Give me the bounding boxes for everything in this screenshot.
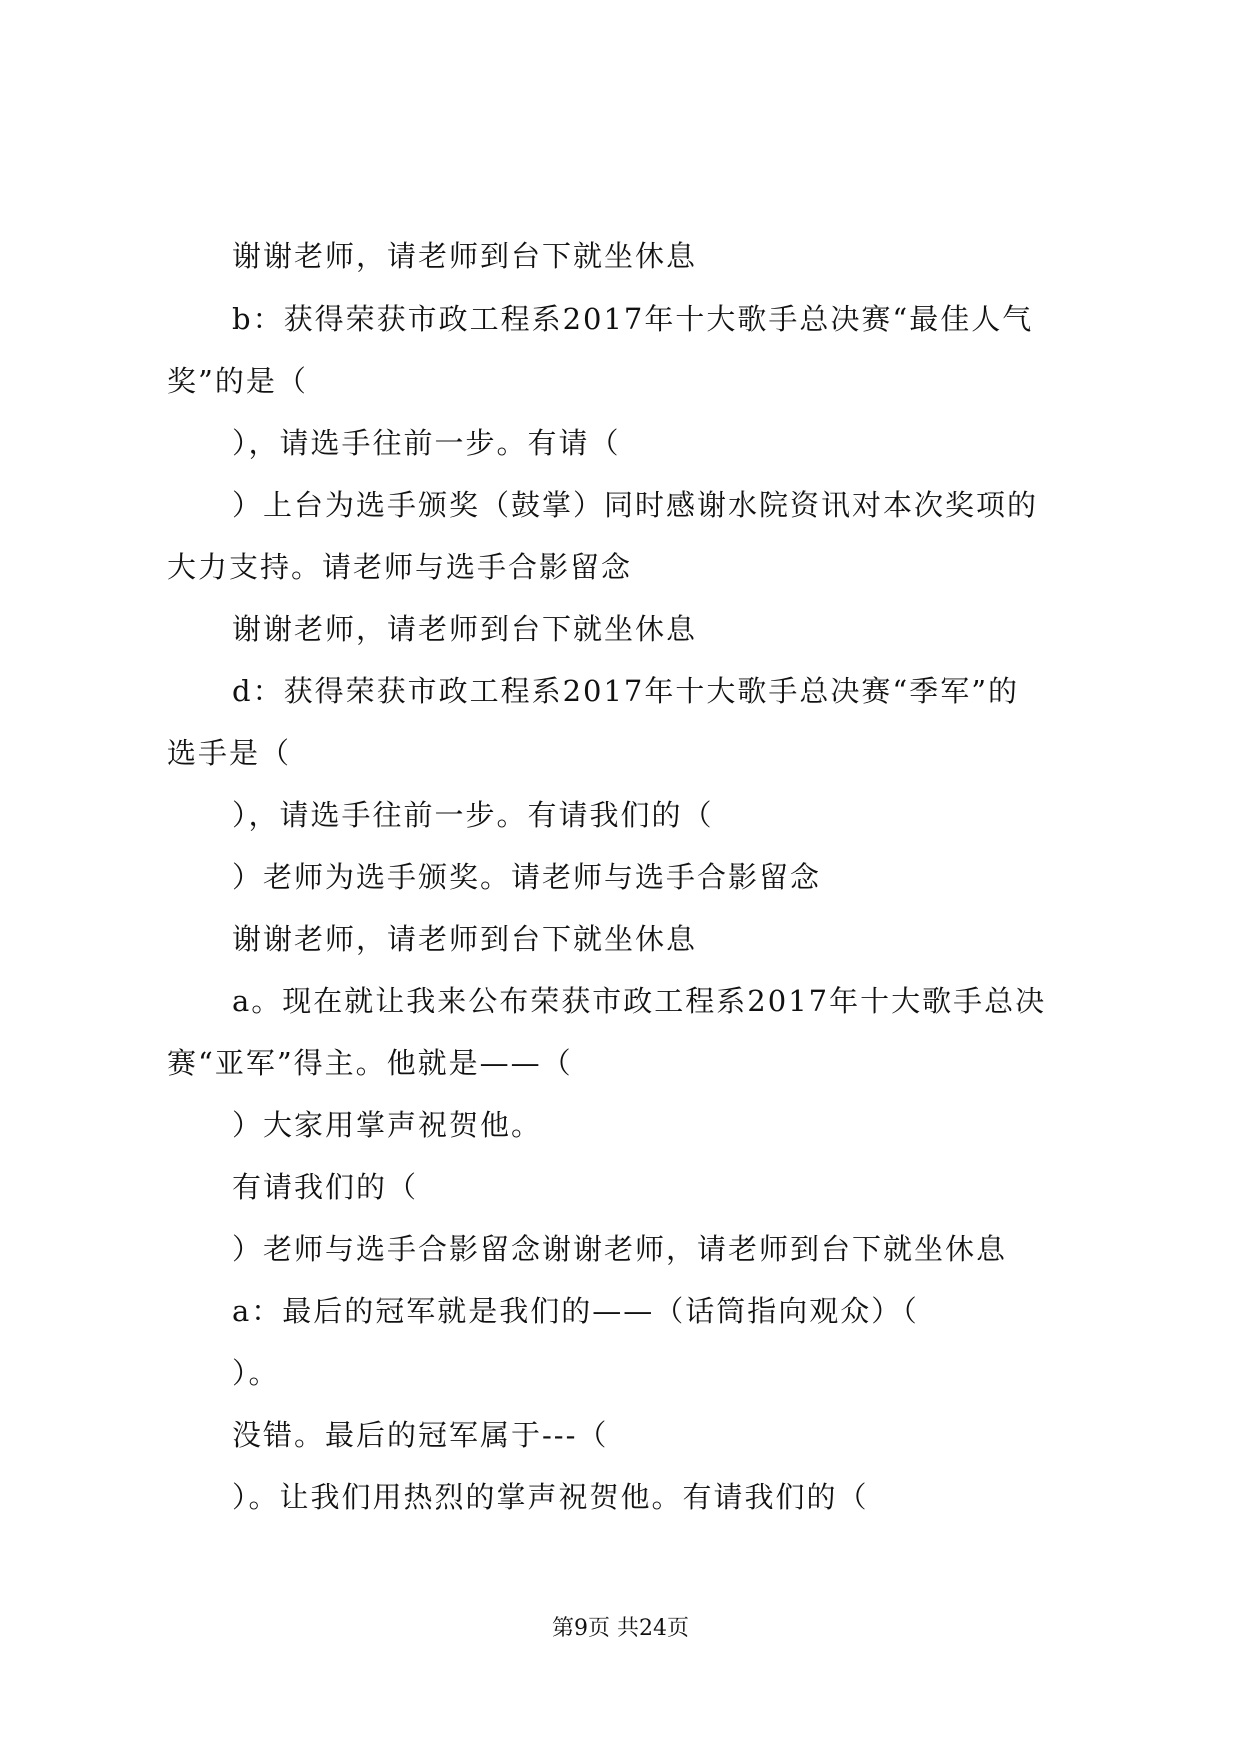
text-line: 没错。最后的冠军属于---（ (232, 1418, 609, 1452)
text-line: ）。让我们用热烈的掌声祝贺他。有请我们的（ (232, 1480, 869, 1514)
text-line: ）。 (232, 1356, 280, 1390)
text-line: a：最后的冠军就是我们的——（话筒指向观众）（ (232, 1294, 919, 1328)
text-line: ），请选手往前一步。有请（ (232, 426, 621, 460)
text-line: 谢谢老师，请老师到台下就坐休息 (232, 922, 698, 956)
text-line: 谢谢老师，请老师到台下就坐休息 (232, 239, 698, 273)
text-line: ）大家用掌声祝贺他。 (232, 1108, 543, 1142)
text-line: 选手是（ (167, 736, 292, 770)
text-line: ）上台为选手颁奖（鼓掌）同时感谢水院资讯对本次奖项的 (232, 488, 1039, 522)
text-line: 谢谢老师，请老师到台下就坐休息 (232, 612, 698, 646)
text-line: a。现在就让我来公布荣获市政工程系2017年十大歌手总决 (232, 984, 1047, 1018)
text-line: d：获得荣获市政工程系2017年十大歌手总决赛“季军”的 (232, 674, 1020, 708)
text-line: 奖”的是（ (167, 364, 308, 398)
text-line: ）老师为选手颁奖。请老师与选手合影留念 (232, 860, 822, 894)
text-line: 有请我们的（ (232, 1170, 419, 1204)
text-line: 大力支持。请老师与选手合影留念 (167, 550, 633, 584)
text-line: 赛“亚军”得主。他就是——（ (167, 1046, 573, 1080)
text-line: b：获得荣获市政工程系2017年十大歌手总决赛“最佳人气 (232, 302, 1034, 336)
text-line: ）老师与选手合影留念谢谢老师，请老师到台下就坐休息 (232, 1232, 1008, 1266)
text-line: ），请选手往前一步。有请我们的（ (232, 798, 714, 832)
page-number-footer: 第9页 共24页 (552, 1616, 689, 1641)
